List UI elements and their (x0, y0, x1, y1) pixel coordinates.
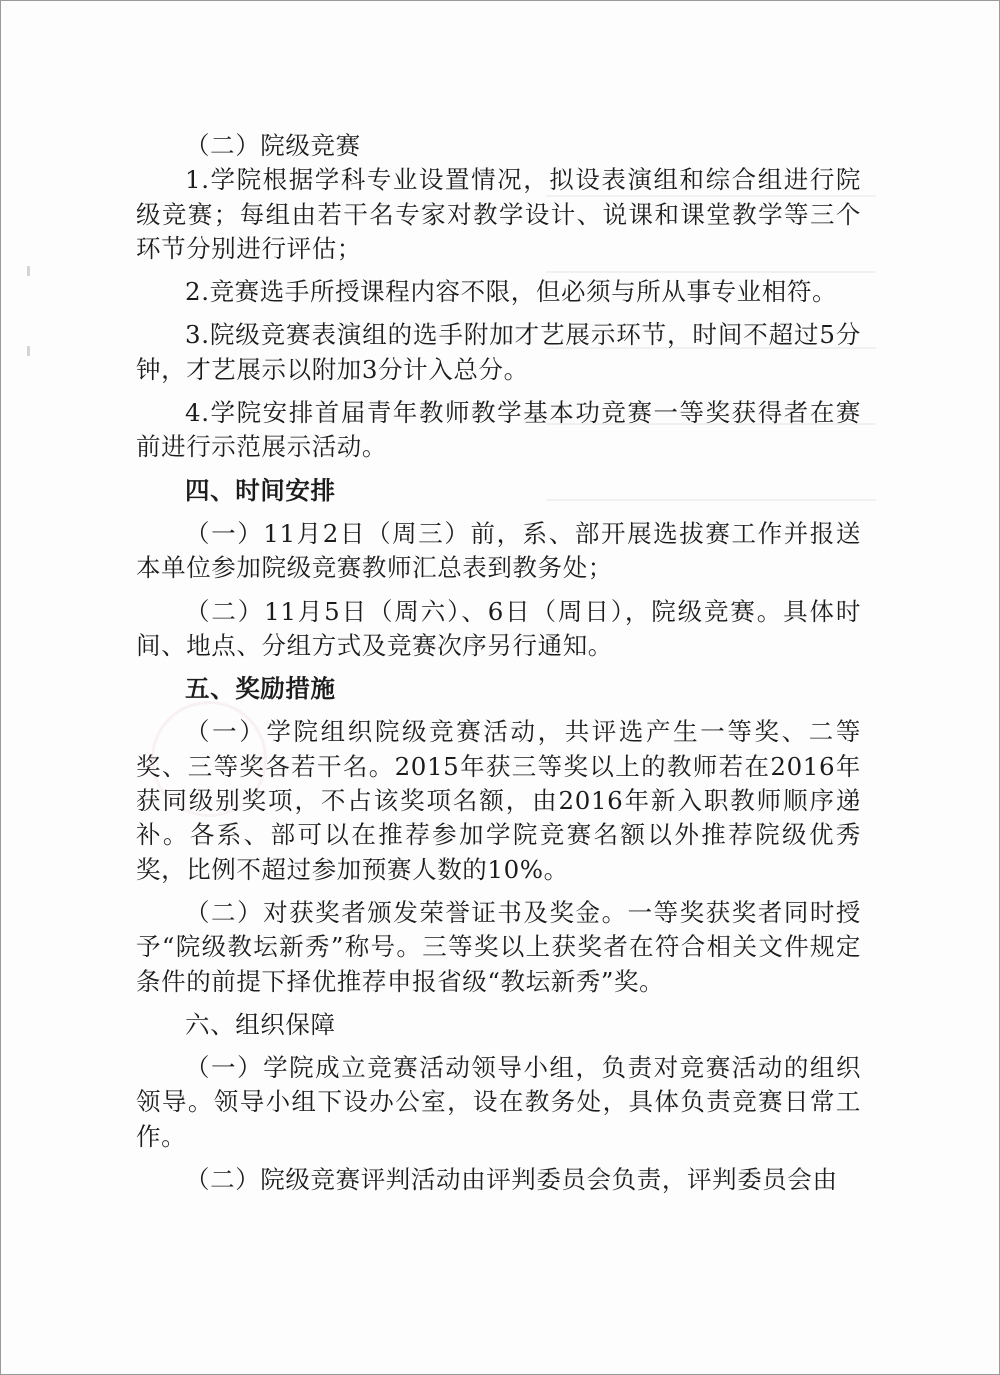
section-heading: 六、组织保障 (185, 1009, 336, 1039)
paragraph: （二）11月5日（周六）、6日（周日），院级竞赛。具体时间、地点、分组方式及竞赛次序另行通知。 (136, 596, 861, 660)
paragraph: 2.竞赛选手所授课程内容不限，但必须与所从事专业相符。 (185, 277, 838, 307)
section-heading: 五、奖励措施 (185, 674, 336, 704)
paragraph: 4.学院安排首届青年教师教学基本功竞赛一等奖获得者在赛前进行示范展示活动。 (136, 398, 861, 462)
paragraph: 1.学院根据学科专业设置情况，拟设表演组和综合组进行院级竞赛；每组由若干名专家对教学设计、说课和课堂教学等三个环节分别进行评估； (136, 165, 861, 263)
paragraph: （一）学院成立竞赛活动领导小组，负责对竞赛活动的组织领导。领导小组下设办公室，设在教务处，具体负责竞赛日常工作。 (136, 1053, 861, 1151)
section-heading: （二）院级竞赛 (185, 131, 361, 160)
paragraph: （二）院级竞赛评判活动由评判委员会负责，评判委员会由 (185, 1165, 838, 1195)
scan-edge-mark (27, 346, 30, 356)
scan-edge-mark (27, 266, 30, 276)
section-heading: 四、时间安排 (185, 475, 336, 505)
paragraph: （一）11月2日（周三）前，系、部开展选拔赛工作并报送本单位参加院级竞赛教师汇总表到教务处； (136, 518, 861, 583)
document-body (136, 129, 861, 1197)
paragraph: 3.院级竞赛表演组的选手附加才艺展示环节，时间不超过5分钟，才艺展示以附加3分计入总分。 (136, 320, 861, 384)
paragraph: （二）对获奖者颁发荣誉证书及奖金。一等奖获奖者同时授予“院级教坛新秀”称号。三等奖以上获奖者在符合相关文件规定条件的前提下择优推荐申报省级“教坛新秀”奖。 (136, 897, 861, 996)
paragraph: （一）学院组织院级竞赛活动，共评选产生一等奖、二等奖、三等奖各若干名。2015年获三等奖以上的教师若在2016年获同级别奖项，不占该奖项名额，由2016年新入职教师顺序递补。各系、部可以在推荐参加学院竞赛名额以外推荐院级优秀奖，比例不超过参加预赛人数的10%。 (136, 717, 861, 884)
